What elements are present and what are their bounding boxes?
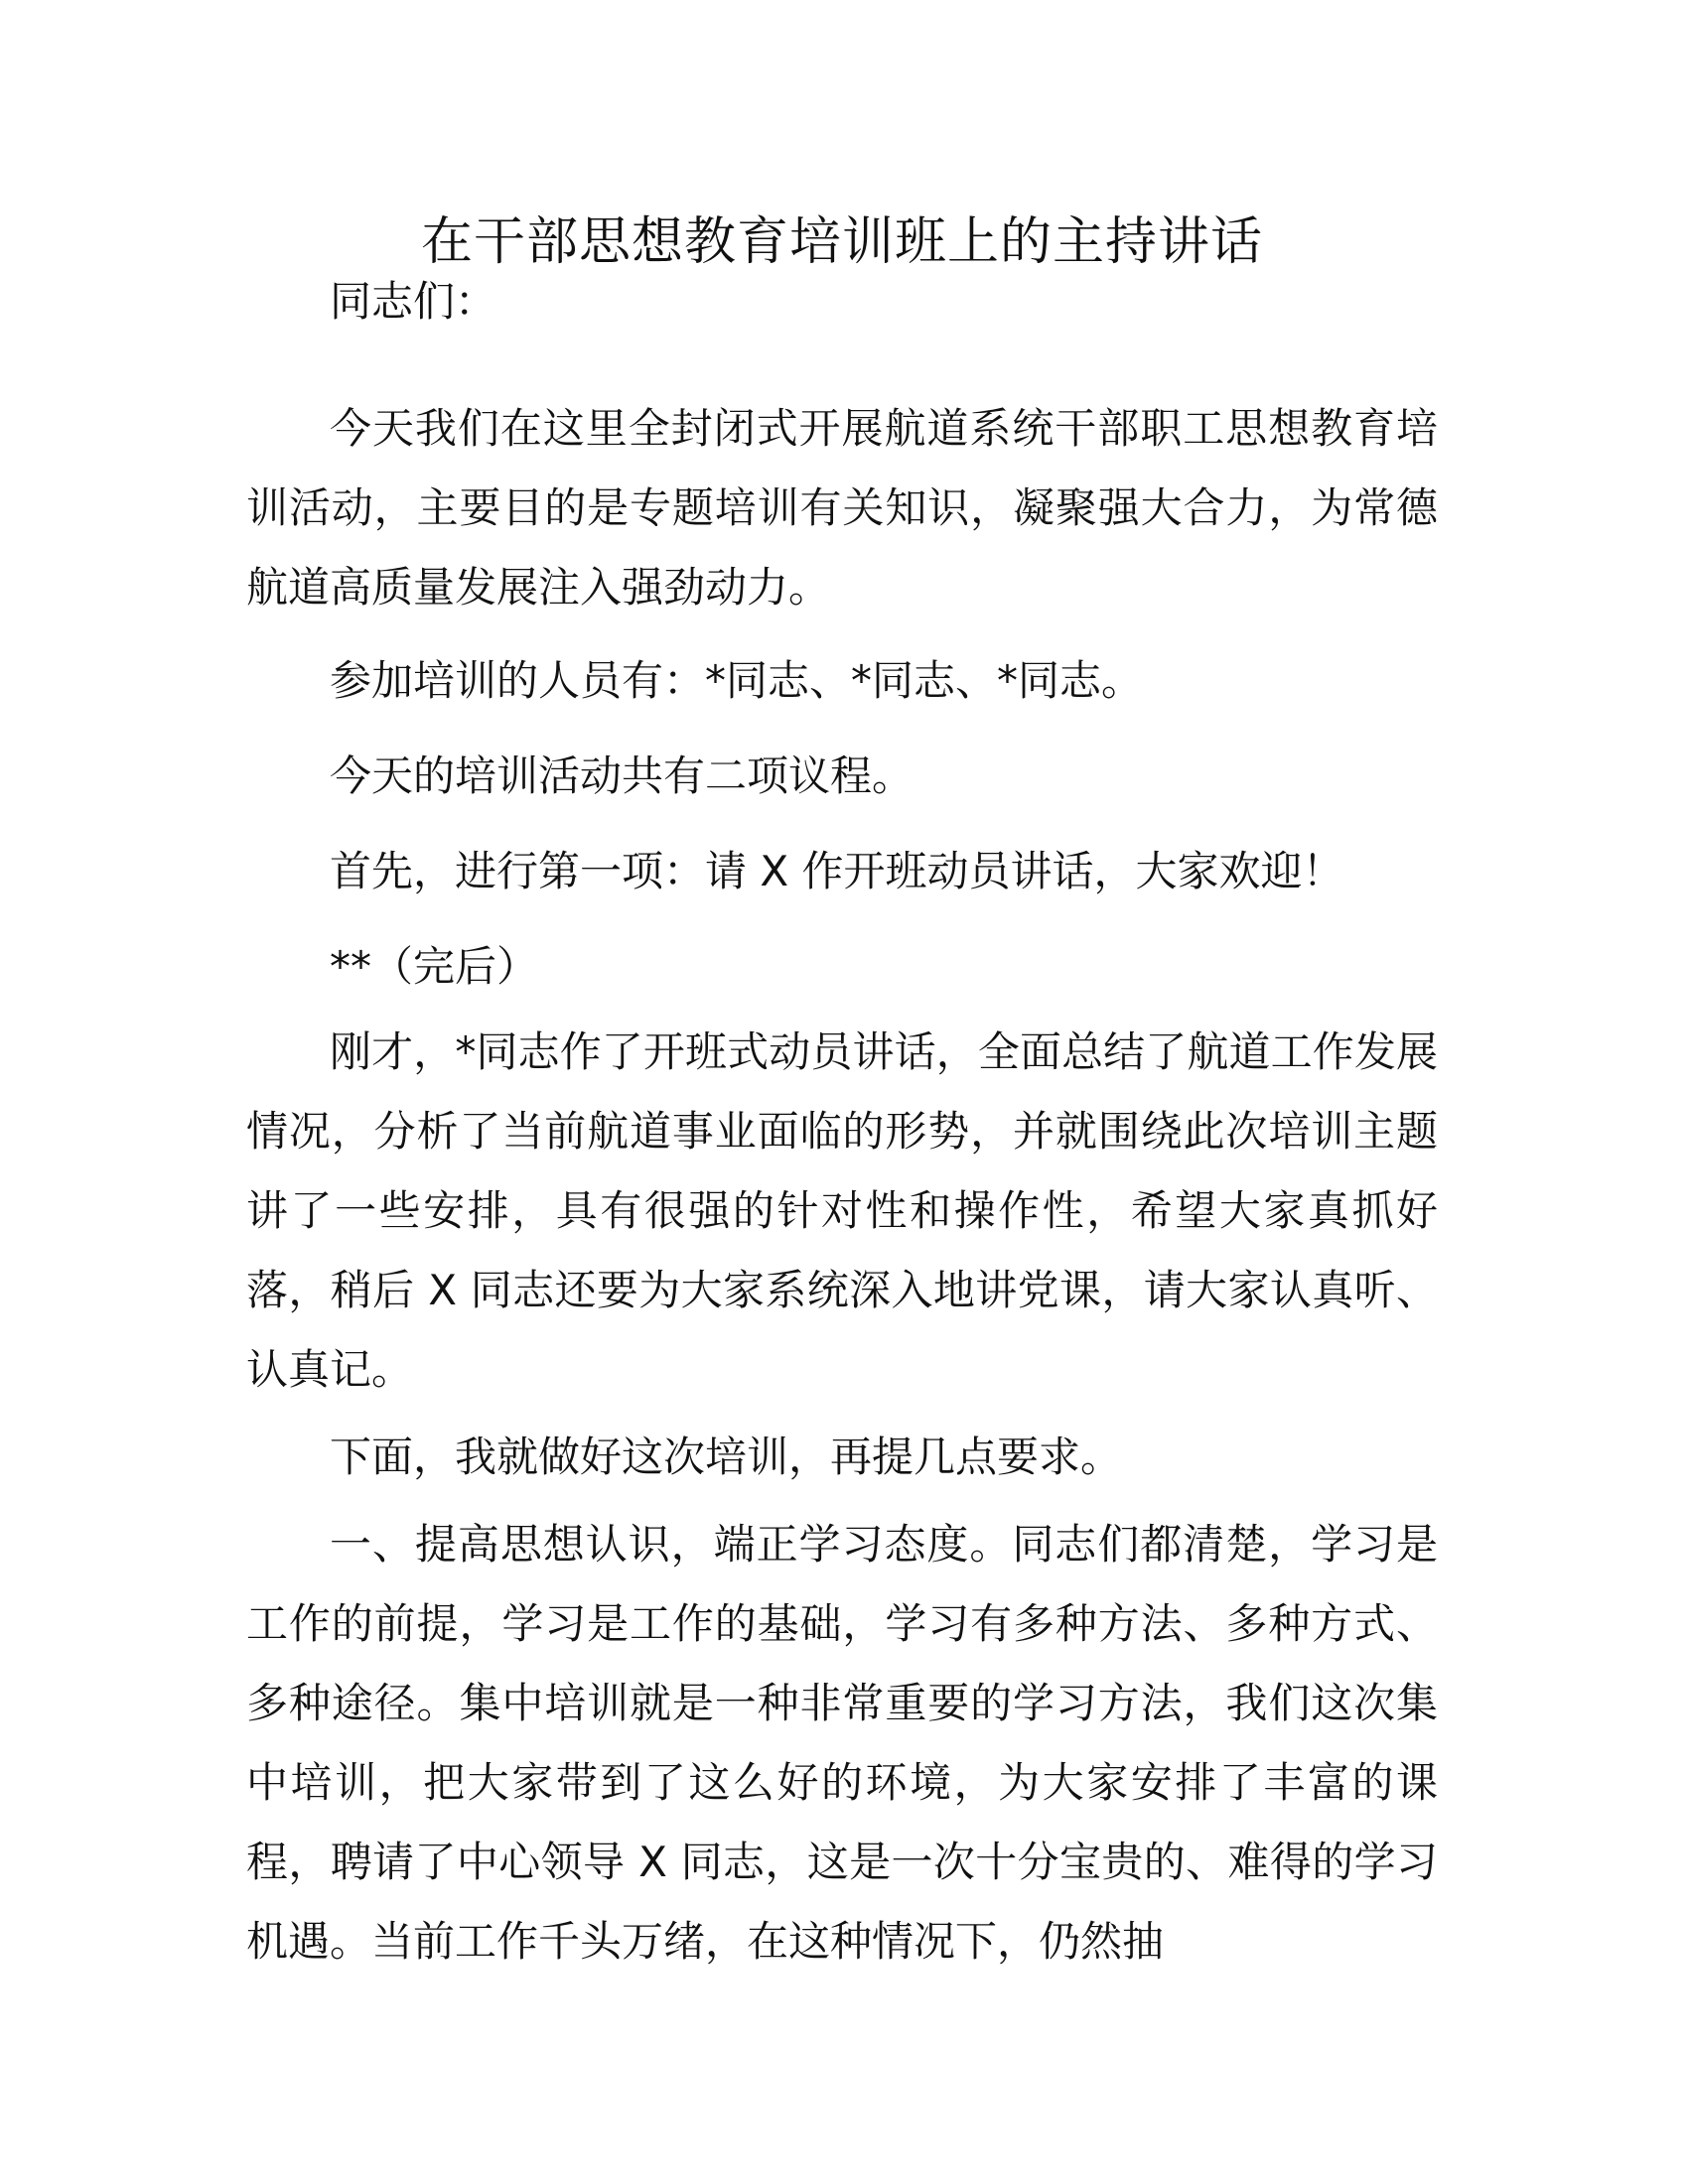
after-note-paragraph: **（完后） — [330, 942, 539, 991]
agenda-paragraph: 今天的培训活动共有二项议程。 — [330, 751, 914, 800]
salutation-paragraph: 同志们： — [330, 277, 497, 326]
attendees-paragraph: 参加培训的人员有：*同志、*同志、*同志。 — [330, 656, 1144, 705]
intro-paragraph: 今天我们在这里全封闭式开展航道系统干部职工思想教育培训活动，主要目的是专题培训有关知识，凝聚强大合力，为常德航道高质量发展注入强劲动力。 — [246, 404, 1438, 612]
comment-paragraph: 刚才，*同志作了开班式动员讲话，全面总结了航道工作发展情况，分析了当前航道事业面临的形势，并就围绕此次培训主题讲了一些安排，具有很强的针对性和操作性，希望大家真抓好落，稍后 X 同志还要为大家系统深入地讲党课，请大家认真听、认真记。 — [246, 1027, 1438, 1394]
first-item-paragraph: 首先，进行第一项：请 X 作开班动员讲话，大家欢迎！ — [330, 847, 1344, 895]
requirements-intro-paragraph: 下面，我就做好这次培训，再提几点要求。 — [330, 1433, 1123, 1481]
requirement-one-paragraph: 一、提高思想认识，端正学习态度。同志们都清楚，学习是工作的前提，学习是工作的基础，学习有多种方法、多种方式、多种途径。集中培训就是一种非常重要的学习方法，我们这次集中培训，把大家带到了这么好的环境，为大家安排了丰富的课程，聘请了中心领导 X 同志，这是一次十分宝贵的、难得的学习机遇。当前工作千头万绪，在这种情况下，仍然抽 — [246, 1520, 1438, 1966]
document-page — [246, 0, 1438, 2184]
document-title: 在干部思想教育培训班上的主持讲话 — [420, 212, 1263, 272]
